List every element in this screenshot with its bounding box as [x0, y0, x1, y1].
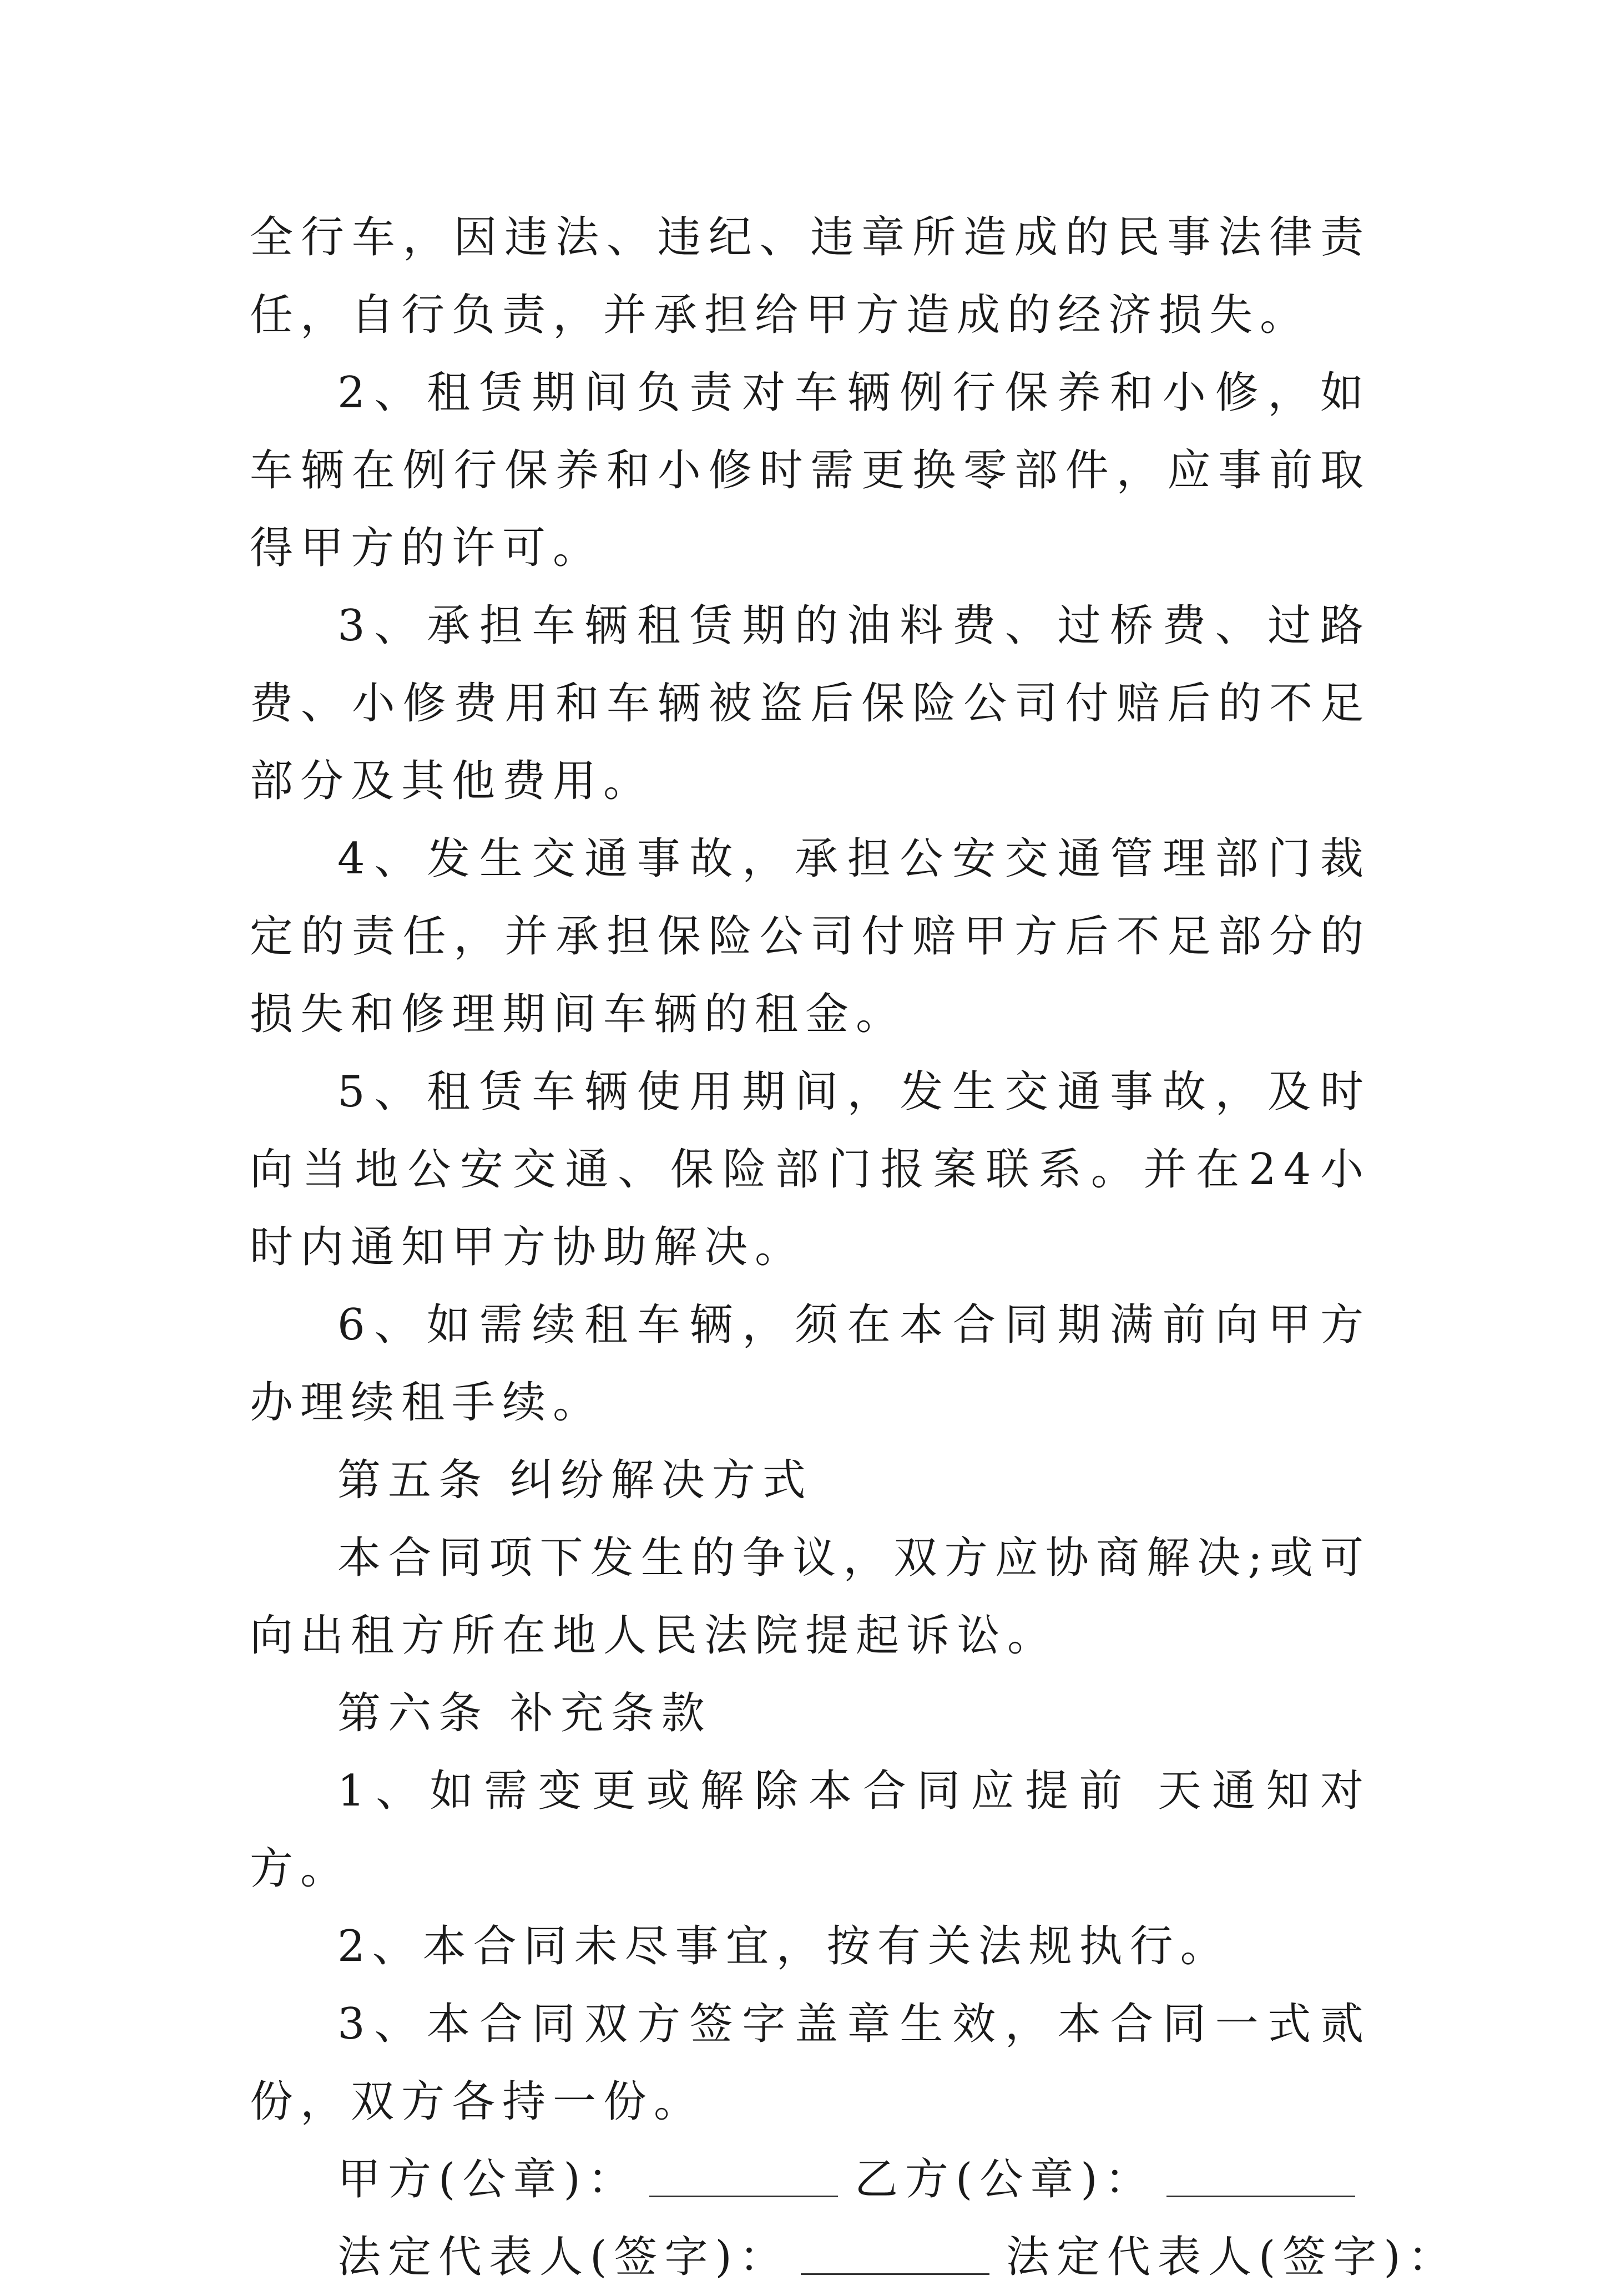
party-a-legal-rep-blank[interactable]: [801, 2234, 989, 2275]
article-6-heading: 第六条 补充条款: [337, 1688, 712, 1738]
legal-rep-row: [250, 2218, 1458, 2296]
document-body: [250, 199, 1458, 2296]
paragraph-clause-3: 3、承担车辆租赁期的油料费、过桥费、过路费、小修费用和车辆被盗后保险公司付赔后的不足部分及其他费用。: [250, 601, 1371, 806]
party-b-legal-rep-label: 法定代表人(签字)：: [1006, 2232, 1458, 2282]
paragraph-continued-clause: 全行车，因违法、违纪、违章所造成的民事法律责任，自行负责，并承担给甲方造成的经济损失。: [250, 213, 1371, 340]
party-a-legal-rep-label: 法定代表人(签字)：: [337, 2232, 790, 2282]
paragraph-clause-6: 6、如需续租车辆，须在本合同期满前向甲方办理续租手续。: [250, 1300, 1371, 1428]
paragraph-clause-4: 4、发生交通事故，承担公安交通管理部门裁定的责任，并承担保险公司付赔甲方后不足部分的损失和修理期间车辆的租金。: [250, 834, 1371, 1039]
party-b-seal-blank[interactable]: [1166, 2157, 1355, 2197]
party-a-seal-label: 甲方(公章)：: [337, 2155, 638, 2204]
seal-row: [250, 2141, 1371, 2218]
party-a-seal-blank[interactable]: [649, 2157, 838, 2197]
paragraph-supplement-3: 3、本合同双方签字盖章生效，本合同一式贰份，双方各持一份。: [250, 1999, 1371, 2127]
paragraph-clause-2: 2、租赁期间负责对车辆例行保养和小修，如车辆在例行保养和小修时需更换零部件，应事前取得甲方的许可。: [250, 368, 1371, 573]
paragraph-supplement-2: 2、本合同未尽事宜，按有关法规执行。: [337, 1921, 1231, 1971]
party-b-seal-label: 乙方(公章)：: [854, 2155, 1155, 2204]
article-5-heading: 第五条 纠纷解决方式: [337, 1455, 813, 1505]
paragraph-clause-5: 5、租赁车辆使用期间，发生交通事故，及时向当地公安交通、保险部门报案联系。并在24小时内通知甲方协助解决。: [250, 1067, 1371, 1272]
paragraph-supplement-1: 1、如需变更或解除本合同应提前 天通知对方。: [250, 1766, 1371, 1894]
paragraph-dispute-resolution: 本合同项下发生的争议，双方应协商解决;或可向出租方所在地人民法院提起诉讼。: [250, 1533, 1371, 1661]
